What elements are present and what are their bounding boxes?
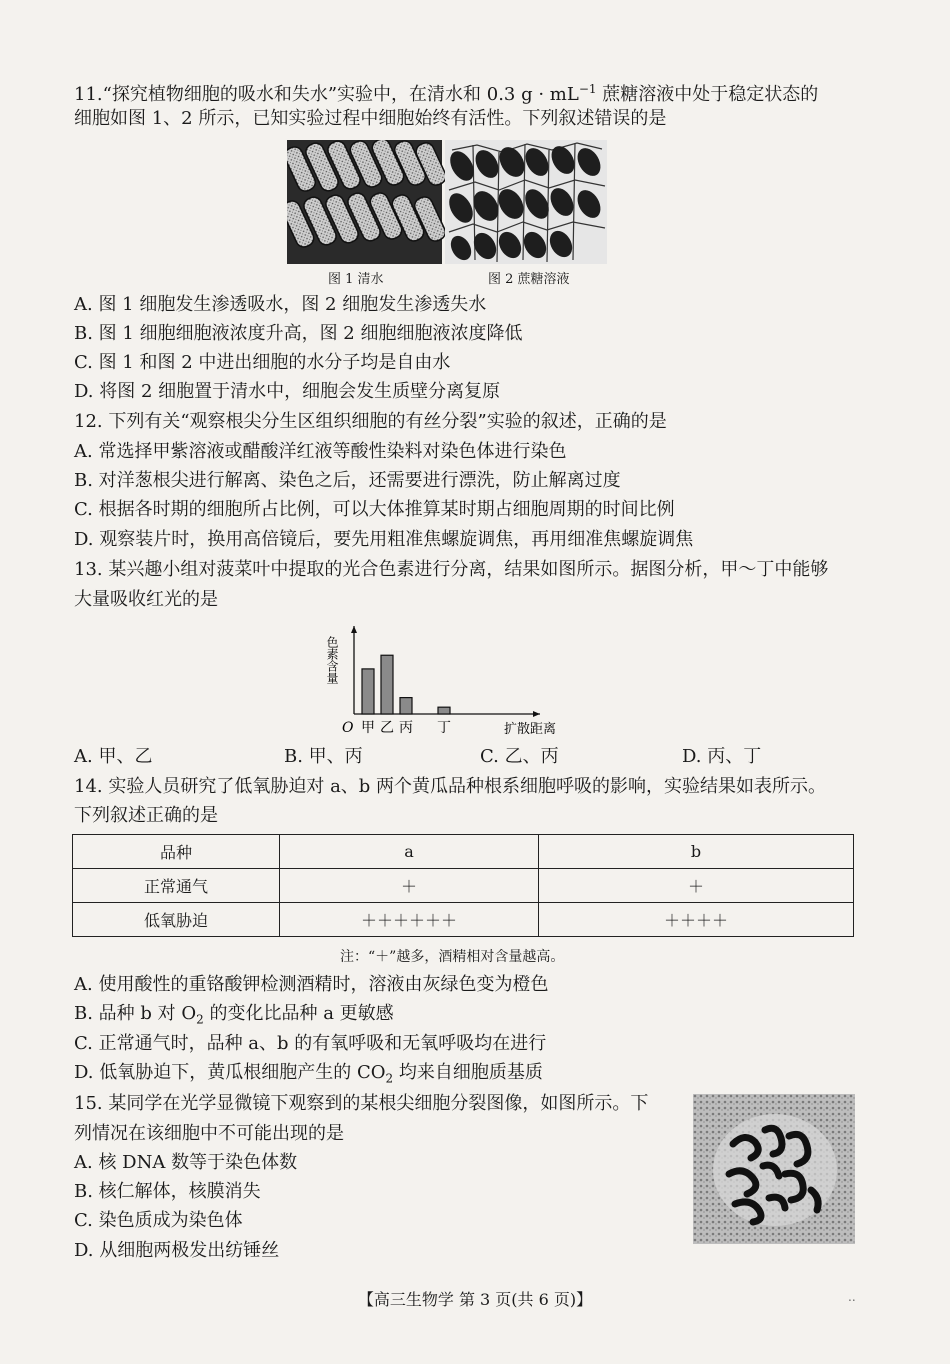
- q13-option-a: A. 甲、乙: [74, 746, 153, 767]
- q11-option-b: B. 图 1 细胞细胞液浓度升高，图 2 细胞细胞液浓度降低: [74, 323, 523, 344]
- q15-stem-line2: 列情况在该细胞中不可能出现的是: [74, 1123, 344, 1144]
- q11-option-a: A. 图 1 细胞发生渗透吸水，图 2 细胞发生渗透失水: [74, 294, 487, 315]
- table-cell: 低氧胁迫: [73, 903, 280, 937]
- q14-stem-line1: 14. 实验人员研究了低氧胁迫对 a、b 两个黄瓜品种根系细胞呼吸的影响，实验结果如表所示。: [74, 776, 827, 797]
- table-row: [73, 869, 854, 903]
- chart-bar: [438, 707, 450, 714]
- q12-option-d: D. 观察装片时，换用高倍镜后，要先用粗准焦螺旋调焦，再用细准焦螺旋调焦: [74, 529, 694, 550]
- q13-option-d: D. 丙、丁: [682, 746, 762, 767]
- chart-category-label: 丁: [437, 720, 451, 736]
- chart-bars: [362, 655, 450, 714]
- chart-bar: [362, 669, 374, 714]
- chart-origin-label: O: [342, 720, 354, 736]
- q11-stem-line1: 11.“探究植物细胞的吸水和失水”实验中，在清水和 0.3 $g \cdot mL^{-1}$ 蔗糖溶液中处于稳定状态的: [74, 82, 819, 105]
- q14-option-a: A. 使用酸性的重铬酸钾检测酒精时，溶液由灰绿色变为橙色: [74, 974, 549, 995]
- chart-category-label: 丙: [399, 720, 413, 736]
- q13-option-c: C. 乙、丙: [480, 746, 559, 767]
- table-note: 注：“＋”越多，酒精相对含量越高。: [340, 949, 565, 965]
- page-footer: 【高三生物学 第 3 页(共 6 页)】: [357, 1290, 593, 1309]
- q14-stem-line2: 下列叙述正确的是: [74, 805, 218, 826]
- table-cell: ＋＋＋＋: [539, 903, 854, 937]
- q11-option-d: D. 将图 2 细胞置于清水中，细胞会发生质壁分离复原: [74, 381, 501, 402]
- q15-option-d: D. 从细胞两极发出纺锤丝: [74, 1240, 280, 1261]
- q15-option-c: C. 染色质成为染色体: [74, 1210, 243, 1231]
- q11-micrographs: [287, 140, 607, 264]
- q13-stem-line2: 大量吸收红光的是: [74, 589, 218, 610]
- x-axis-arrow: [533, 711, 540, 717]
- chart-xlabel: 扩散距离: [504, 722, 557, 737]
- q14-option-b: B. 品种 b 对 $O_2$ 的变化比品种 a 更敏感: [74, 1003, 394, 1027]
- table-cell: 正常通气: [73, 869, 280, 903]
- chart-category-label: 甲: [361, 720, 375, 736]
- chart-category-label: 乙: [380, 720, 394, 736]
- q15-stem-line1: 15. 某同学在光学显微镜下观察到的某根尖细胞分裂图像，如图所示。下: [74, 1093, 649, 1114]
- chart-labels: [325, 636, 556, 737]
- corner-mark: ..: [848, 1290, 856, 1304]
- q12-option-a: A. 常选择甲紫溶液或醋酸洋红液等酸性染料对染色体进行染色: [74, 441, 567, 462]
- fig1-micrograph: [287, 140, 448, 264]
- table-row: [73, 903, 854, 937]
- table-header-cell: b: [539, 835, 854, 869]
- fig2-micrograph: [444, 140, 607, 264]
- fig2-caption: 图 2 蔗糖溶液: [488, 272, 570, 287]
- y-axis-arrow: [351, 626, 357, 633]
- chart-axes: [351, 626, 540, 717]
- chart-bar: [381, 655, 393, 714]
- q11-stem-line2: 细胞如图 1、2 所示，已知实验过程中细胞始终有活性。下列叙述错误的是: [74, 108, 667, 129]
- table-header-cell: a: [280, 835, 539, 869]
- table-cell: ＋: [280, 869, 539, 903]
- q15-option-a: A. 核 DNA 数等于染色体数: [74, 1152, 298, 1173]
- chart-ylabel: 色素含量: [325, 636, 339, 684]
- q12-stem: 12. 下列有关“观察根尖分生区组织细胞的有丝分裂”实验的叙述，正确的是: [74, 411, 667, 432]
- fig1-caption: 图 1 清水: [328, 272, 384, 287]
- table-header-cell: 品种: [73, 835, 280, 869]
- q15-option-b: B. 核仁解体，核膜消失: [74, 1181, 261, 1202]
- q14-option-d: D. 低氧胁迫下，黄瓜根细胞产生的 $CO_2$ 均来自细胞质基质: [74, 1062, 543, 1086]
- table-cell: ＋: [539, 869, 854, 903]
- chart-bar: [400, 698, 412, 714]
- table-cell: ＋＋＋＋＋＋: [280, 903, 539, 937]
- q11-option-c: C. 图 1 和图 2 中进出细胞的水分子均是自由水: [74, 352, 451, 373]
- q13-option-b: B. 甲、丙: [284, 746, 363, 767]
- pigment-chart: [322, 620, 582, 742]
- q15-cell-micrograph: [693, 1094, 855, 1244]
- respiration-table: [72, 834, 854, 937]
- q13-stem-line1: 13. 某兴趣小组对菠菜叶中提取的光合色素进行分离，结果如图所示。据图分析，甲～丁中能够: [74, 559, 829, 580]
- q14-option-c: C. 正常通气时，品种 a、b 的有氧呼吸和无氧呼吸均在进行: [74, 1033, 547, 1054]
- q12-option-b: B. 对洋葱根尖进行解离、染色之后，还需要进行漂洗，防止解离过度: [74, 470, 621, 491]
- q12-option-c: C. 根据各时期的细胞所占比例，可以大体推算某时期占细胞周期的时间比例: [74, 499, 675, 520]
- table-header-row: [73, 835, 854, 869]
